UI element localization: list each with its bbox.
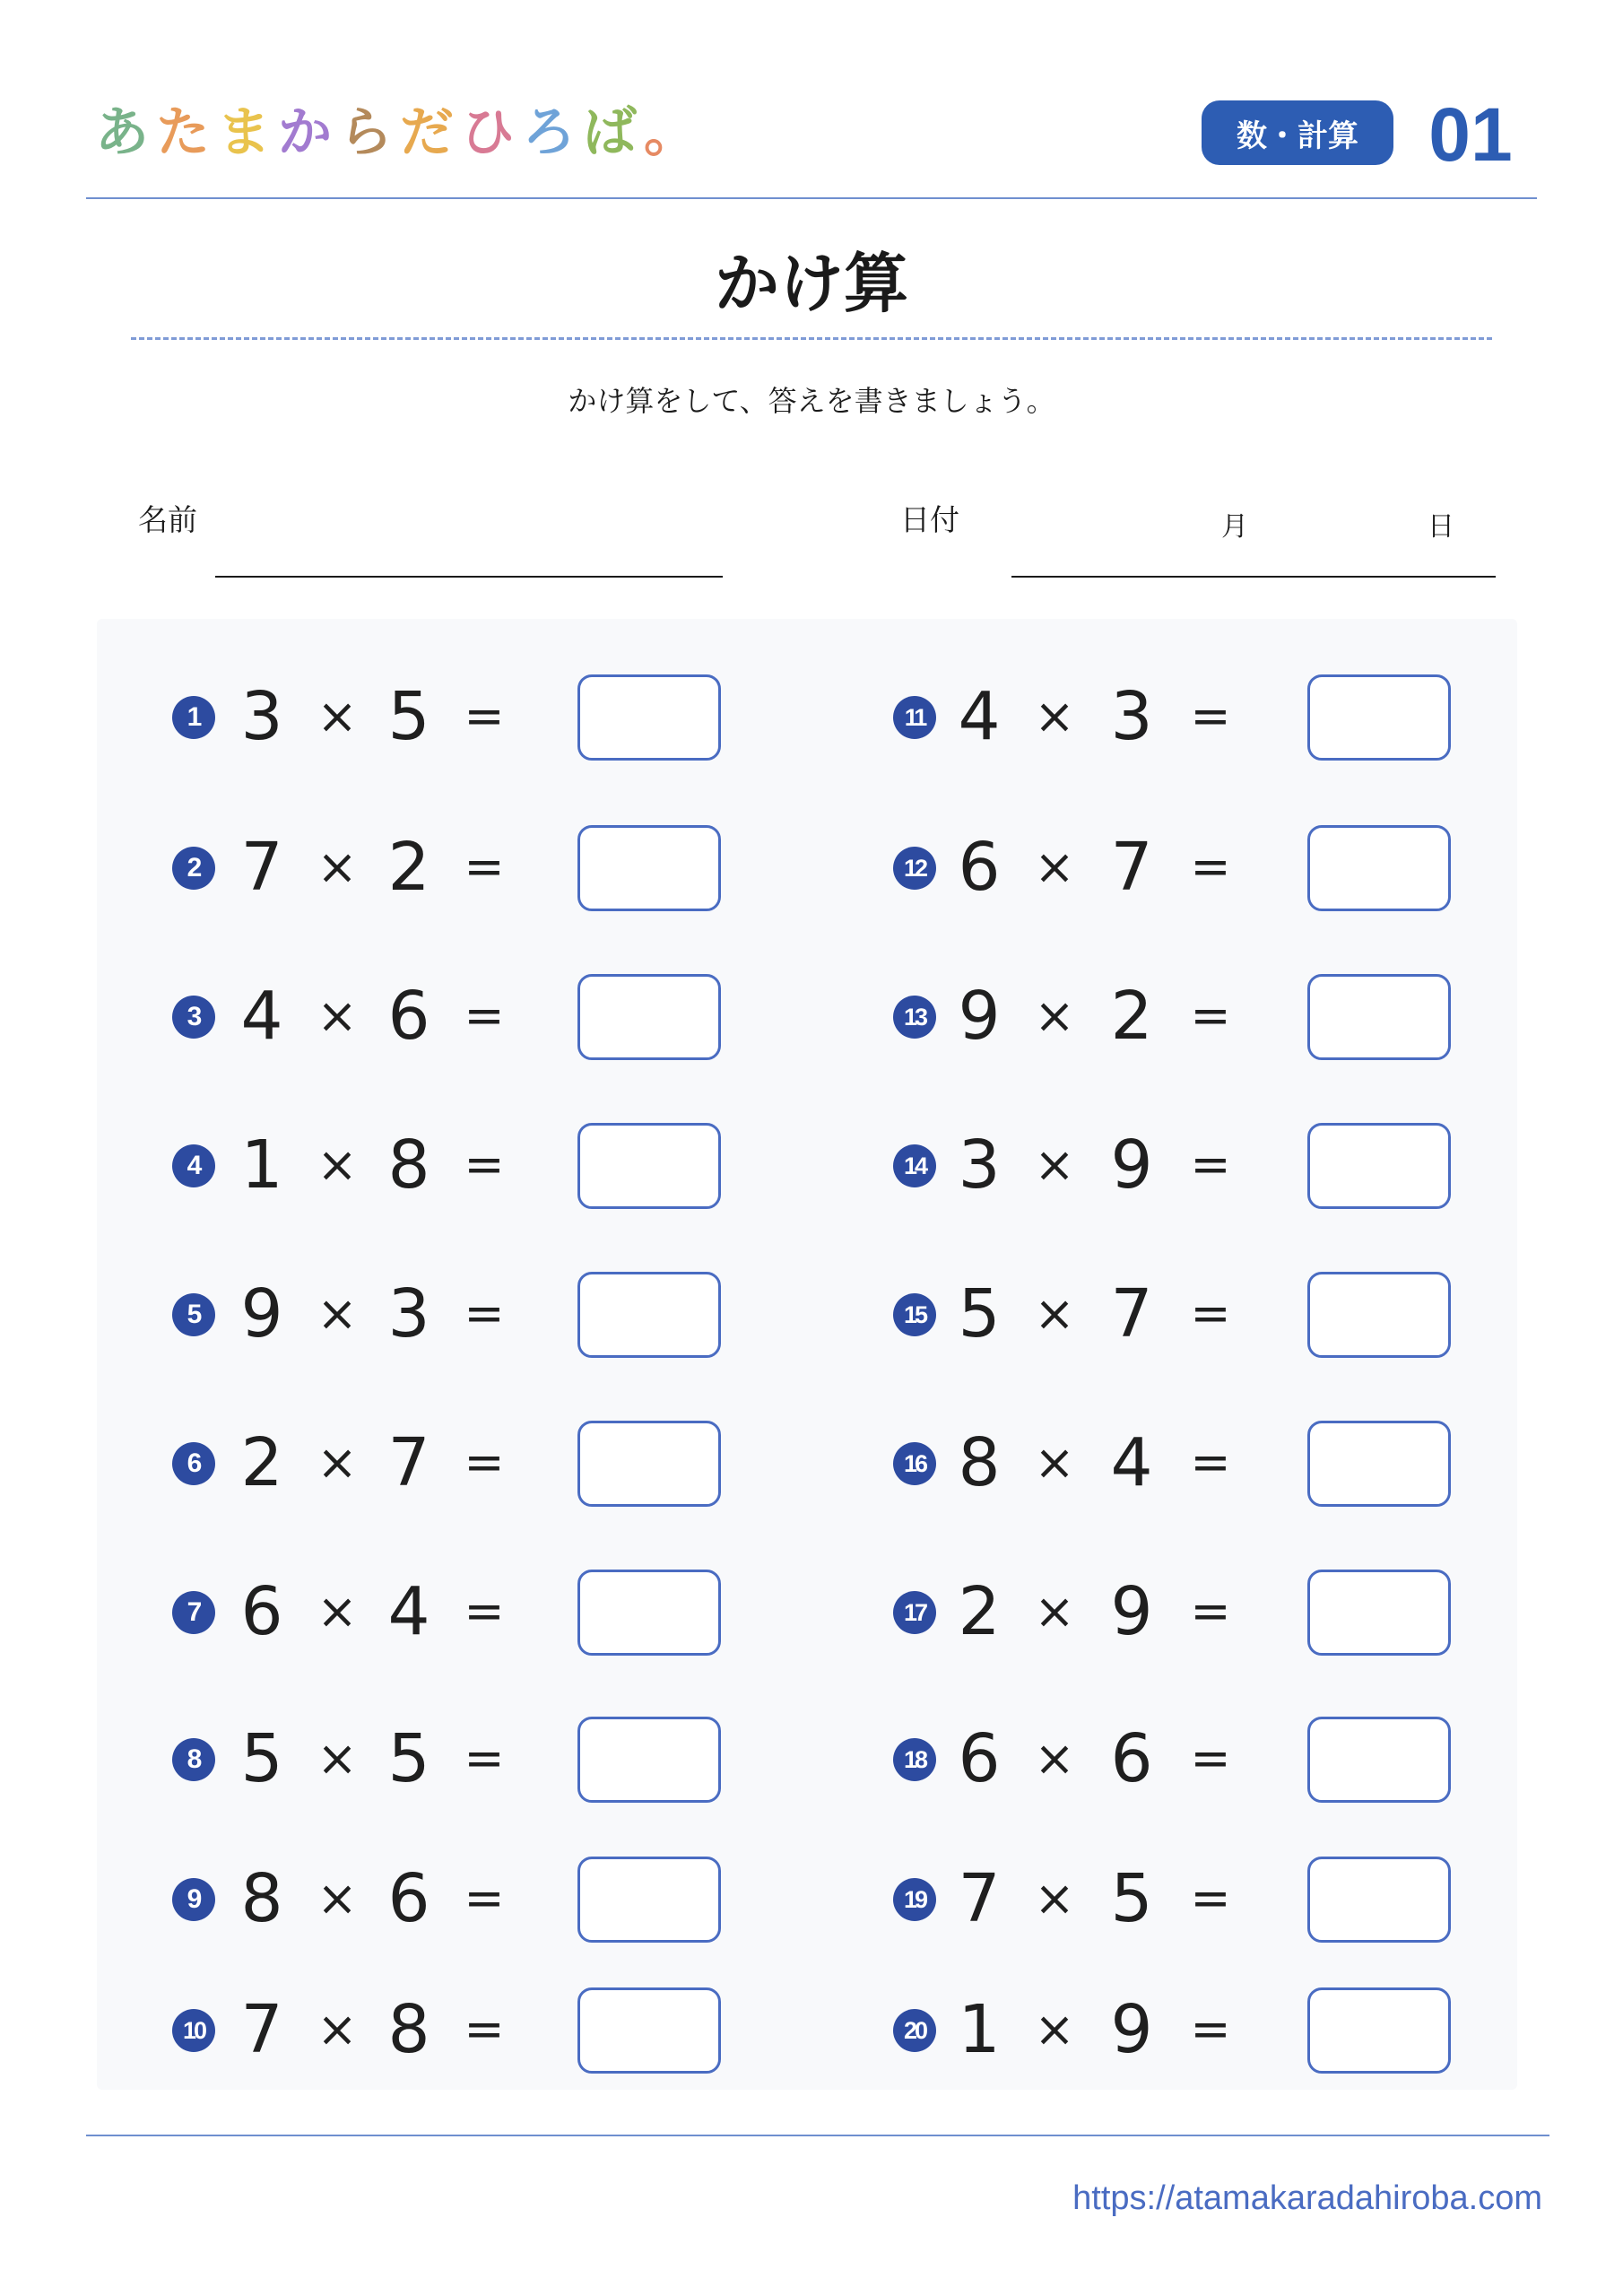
equals-sign: = [464, 688, 505, 744]
multiply-sign: × [1034, 688, 1075, 744]
answer-box[interactable] [1307, 1123, 1451, 1209]
logo-char: 。 [644, 101, 698, 164]
multiply-sign: × [317, 1730, 358, 1787]
equals-sign: = [464, 1434, 505, 1491]
operand-a: 4 [958, 678, 1001, 755]
multiply-sign: × [317, 688, 358, 744]
problem-number-badge: 18 [893, 1738, 936, 1781]
operand-a: 9 [240, 1275, 283, 1352]
multiply-sign: × [1034, 1583, 1075, 1639]
operand-a: 8 [958, 1424, 1001, 1501]
footer-url-link[interactable]: https://atamakaradahiroba.com [1072, 2179, 1542, 2217]
logo-char: た [156, 101, 210, 164]
operand-b: 9 [1110, 1573, 1153, 1650]
operand-a: 1 [240, 1126, 283, 1204]
month-label: 月 [1221, 511, 1248, 543]
logo-char: ま [217, 101, 271, 164]
equals-sign: = [464, 1583, 505, 1639]
instruction-text: かけ算をして、答えを書きましょう。 [568, 384, 1055, 418]
logo-char: あ [95, 101, 149, 164]
answer-box[interactable] [577, 674, 721, 761]
operand-b: 6 [387, 978, 430, 1055]
equals-sign: = [1190, 987, 1231, 1044]
equals-sign: = [1190, 688, 1231, 744]
name-label: 名前 [138, 502, 197, 537]
operand-a: 6 [958, 1720, 1001, 1797]
problem-number-badge: 13 [893, 996, 936, 1039]
multiply-sign: × [317, 1136, 358, 1193]
answer-box[interactable] [577, 1570, 721, 1656]
operand-a: 8 [240, 1860, 283, 1937]
problem-number-badge: 10 [172, 2009, 215, 2052]
problem-number-badge: 2 [172, 847, 215, 890]
problem-number-badge: 20 [893, 2009, 936, 2052]
operand-b: 8 [387, 1126, 430, 1204]
equals-sign: = [464, 839, 505, 895]
date-label: 日付 [900, 502, 959, 537]
title-dashed-divider [131, 337, 1492, 340]
logo-char: ひ [461, 101, 515, 164]
operand-a: 7 [240, 1991, 283, 2068]
operand-a: 1 [958, 1991, 1001, 2068]
date-field[interactable] [1011, 576, 1496, 578]
operand-b: 7 [1110, 1275, 1153, 1352]
operand-b: 9 [1110, 1126, 1153, 1204]
operand-a: 5 [958, 1275, 1001, 1352]
problem-number-badge: 7 [172, 1591, 215, 1634]
equals-sign: = [464, 987, 505, 1044]
operand-a: 7 [958, 1860, 1001, 1937]
operand-a: 2 [958, 1573, 1001, 1650]
multiply-sign: × [317, 1583, 358, 1639]
operand-b: 6 [387, 1860, 430, 1937]
name-field[interactable] [215, 576, 723, 578]
site-logo [95, 97, 705, 169]
problem-number-badge: 14 [893, 1144, 936, 1187]
equals-sign: = [464, 1285, 505, 1342]
problem-number-badge: 5 [172, 1293, 215, 1336]
answer-box[interactable] [577, 825, 721, 911]
problem-number-badge: 19 [893, 1878, 936, 1921]
operand-a: 6 [240, 1573, 283, 1650]
answer-box[interactable] [1307, 1717, 1451, 1803]
operand-a: 3 [958, 1126, 1001, 1204]
answer-box[interactable] [1307, 1421, 1451, 1507]
operand-a: 5 [240, 1720, 283, 1797]
equals-sign: = [1190, 1285, 1231, 1342]
multiply-sign: × [317, 2001, 358, 2057]
operand-b: 5 [387, 1720, 430, 1797]
operand-a: 2 [240, 1424, 283, 1501]
equals-sign: = [1190, 1730, 1231, 1787]
equals-sign: = [464, 1870, 505, 1926]
category-badge: 数・計算 [1202, 100, 1393, 165]
operand-a: 9 [958, 978, 1001, 1055]
operand-b: 8 [387, 1991, 430, 2068]
equals-sign: = [1190, 2001, 1231, 2057]
logo-char: ろ [522, 101, 576, 164]
problem-number-badge: 3 [172, 996, 215, 1039]
multiply-sign: × [317, 839, 358, 895]
multiply-sign: × [317, 1434, 358, 1491]
multiply-sign: × [1034, 987, 1075, 1044]
sheet-number: 01 [1428, 92, 1513, 177]
answer-box[interactable] [1307, 1272, 1451, 1358]
operand-a: 3 [240, 678, 283, 755]
equals-sign: = [464, 1136, 505, 1193]
multiply-sign: × [1034, 1870, 1075, 1926]
problem-number-badge: 15 [893, 1293, 936, 1336]
equals-sign: = [1190, 1136, 1231, 1193]
operand-b: 2 [387, 829, 430, 906]
operand-b: 5 [1110, 1860, 1153, 1937]
operand-b: 4 [387, 1573, 430, 1650]
answer-box[interactable] [577, 1717, 721, 1803]
problem-number-badge: 1 [172, 696, 215, 739]
operand-b: 2 [1110, 978, 1153, 1055]
operand-b: 7 [387, 1424, 430, 1501]
equals-sign: = [1190, 1870, 1231, 1926]
answer-box[interactable] [1307, 674, 1451, 761]
operand-b: 7 [1110, 829, 1153, 906]
equals-sign: = [464, 2001, 505, 2057]
multiply-sign: × [1034, 1285, 1075, 1342]
answer-box[interactable] [1307, 1857, 1451, 1943]
problem-number-badge: 8 [172, 1738, 215, 1781]
multiply-sign: × [1034, 2001, 1075, 2057]
logo-char: ら [339, 101, 393, 164]
answer-box[interactable] [577, 1421, 721, 1507]
answer-box[interactable] [1307, 1987, 1451, 2074]
footer-divider [86, 2135, 1549, 2136]
multiply-sign: × [1034, 1434, 1075, 1491]
problem-number-badge: 17 [893, 1591, 936, 1634]
operand-b: 4 [1110, 1424, 1153, 1501]
logo-char: ば [583, 101, 637, 164]
operand-a: 7 [240, 829, 283, 906]
equals-sign: = [1190, 1583, 1231, 1639]
answer-box[interactable] [577, 1987, 721, 2074]
answer-box[interactable] [577, 974, 721, 1060]
problem-area [97, 619, 1517, 2090]
answer-box[interactable] [1307, 1570, 1451, 1656]
problem-number-badge: 4 [172, 1144, 215, 1187]
equals-sign: = [1190, 1434, 1231, 1491]
multiply-sign: × [1034, 1136, 1075, 1193]
problem-number-badge: 6 [172, 1442, 215, 1485]
multiply-sign: × [317, 1870, 358, 1926]
logo-char: だ [400, 101, 454, 164]
operand-a: 6 [958, 829, 1001, 906]
answer-box[interactable] [1307, 825, 1451, 911]
equals-sign: = [464, 1730, 505, 1787]
problem-number-badge: 12 [893, 847, 936, 890]
problem-number-badge: 16 [893, 1442, 936, 1485]
day-label: 日 [1428, 511, 1454, 543]
multiply-sign: × [1034, 1730, 1075, 1787]
operand-b: 3 [387, 1275, 430, 1352]
logo-char: か [278, 101, 332, 164]
answer-box[interactable] [1307, 974, 1451, 1060]
answer-box[interactable] [577, 1857, 721, 1943]
multiply-sign: × [317, 987, 358, 1044]
answer-box[interactable] [577, 1123, 721, 1209]
problem-number-badge: 9 [172, 1878, 215, 1921]
header-divider [86, 197, 1537, 199]
operand-b: 6 [1110, 1720, 1153, 1797]
page-title: かけ算 [714, 246, 908, 321]
operand-b: 5 [387, 678, 430, 755]
equals-sign: = [1190, 839, 1231, 895]
operand-b: 3 [1110, 678, 1153, 755]
operand-b: 9 [1110, 1991, 1153, 2068]
answer-box[interactable] [577, 1272, 721, 1358]
multiply-sign: × [1034, 839, 1075, 895]
operand-a: 4 [240, 978, 283, 1055]
problem-number-badge: 11 [893, 696, 936, 739]
multiply-sign: × [317, 1285, 358, 1342]
